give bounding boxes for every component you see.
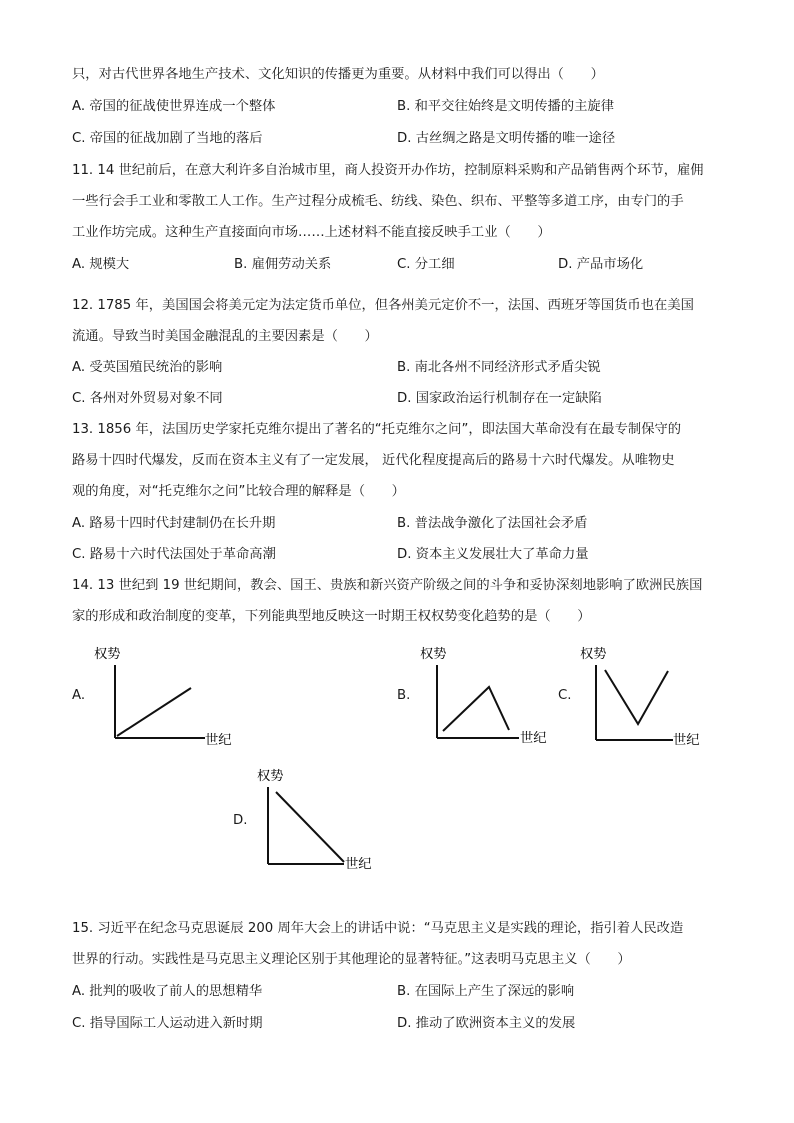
q11-option-a[interactable]: A. 规模大 [72,257,130,272]
q12-option-b[interactable]: B. 南北各州不同经济形式矛盾尖锐 [397,360,601,375]
y-axis-label: 权势 [580,647,607,662]
graph-d [252,762,412,877]
y-axis-label: 权势 [94,647,121,662]
trend-line [117,688,191,736]
q10-option-c[interactable]: C. 帝国的征战加剧了当地的落后 [72,131,263,146]
q11-text-line: 11. 14 世纪前后，在意大利许多自治城市里，商人投资开办作坊，控制原料采购和产品销售两个环节，雇佣 [72,163,704,178]
q12-text-line: 12. 1785 年，美国国会将美元定为法定货币单位，但各州美元定价不一，法国、西班牙等国货币也在美国 [72,298,694,313]
x-axis-label: 世纪 [345,857,372,872]
graph-a [90,640,250,750]
y-axis-label: 权势 [257,769,284,784]
q13-option-d[interactable]: D. 资本主义发展壮大了革命力量 [397,547,589,562]
q15-option-a[interactable]: A. 批判的吸收了前人的思想精华 [72,984,263,999]
q10-option-d[interactable]: D. 古丝绸之路是文明传播的唯一途径 [397,131,616,146]
q12-option-d[interactable]: D. 国家政治运行机制存在一定缺陷 [397,391,602,406]
y-axis-label: 权势 [420,647,447,662]
graph-b [414,640,574,750]
q13-option-b[interactable]: B. 普法战争激化了法国社会矛盾 [397,516,588,531]
q13-text-line: 13. 1856 年，法国历史学家托克维尔提出了著名的“托克维尔之问”，即法国大革命没有在最专制保守的 [72,422,682,437]
q14-text-line: 14. 13 世纪到 19 世纪期间，教会、国王、贵族和新兴资产阶级之间的斗争和妥协深刻地影响了欧洲民族国 [72,578,703,593]
q11-text-line: 工业作坊完成。这种生产直接面向市场……上述材料不能直接反映手工业（ ） [72,225,551,240]
q14-text-line: 家的形成和政治制度的变革，下列能典型地反映这一时期王权权势变化趋势的是（ ） [72,609,591,624]
q13-option-a[interactable]: A. 路易十四时代封建制仍在长升期 [72,516,276,531]
graph-d-label[interactable]: D. [233,813,248,828]
graph-b-label[interactable]: B. [397,688,411,703]
q15-text-line: 世界的行动。实践性是马克思主义理论区别于其他理论的显著特征。”这表明马克思主义（ ） [72,952,631,967]
graph-c [575,640,735,750]
q15-option-c[interactable]: C. 指导国际工人运动进入新时期 [72,1016,263,1031]
q13-option-c[interactable]: C. 路易十六时代法国处于革命高潮 [72,547,276,562]
x-axis-label: 世纪 [673,733,700,748]
graph-a-label[interactable]: A. [72,688,86,703]
trend-line [443,687,509,731]
q12-option-a[interactable]: A. 受英国殖民统治的影响 [72,360,223,375]
graph-c-label[interactable]: C. [558,688,572,703]
x-axis-label: 世纪 [205,733,232,748]
q15-option-d[interactable]: D. 推动了欧洲资本主义的发展 [397,1016,576,1031]
q12-text-line: 流通。导致当时美国金融混乱的主要因素是（ ） [72,329,378,344]
q11-option-d[interactable]: D. 产品市场化 [558,257,644,272]
x-axis-label: 世纪 [520,731,547,746]
q10-option-b[interactable]: B. 和平交往始终是文明传播的主旋律 [397,99,615,114]
q11-text-line: 一些行会手工业和零散工人工作。生产过程分成梳毛、纺线、染色、织布、平整等多道工序，由专门的手 [72,194,684,209]
q15-text-line: 15. 习近平在纪念马克思诞辰 200 周年大会上的讲话中说：“马克思主义是实践的理论，指引着人民改造 [72,921,684,936]
trend-line [276,792,344,862]
trend-line [605,670,668,724]
q12-option-c[interactable]: C. 各州对外贸易对象不同 [72,391,223,406]
q10-text-line: 只，对古代世界各地生产技术、文化知识的传播更为重要。从材料中我们可以得出（ ） [72,67,604,82]
q13-text-line: 路易十四时代爆发，反而在资本主义有了一定发展， 近代化程度提高后的路易十六时代爆发。从唯物史 [72,453,675,468]
q13-text-line: 观的角度，对“托克维尔之问”比较合理的解释是（ ） [72,484,405,499]
q10-option-a[interactable]: A. 帝国的征战使世界连成一个整体 [72,99,276,114]
q15-option-b[interactable]: B. 在国际上产生了深远的影响 [397,984,575,999]
q11-option-b[interactable]: B. 雇佣劳动关系 [234,257,332,272]
q11-option-c[interactable]: C. 分工细 [397,257,455,272]
